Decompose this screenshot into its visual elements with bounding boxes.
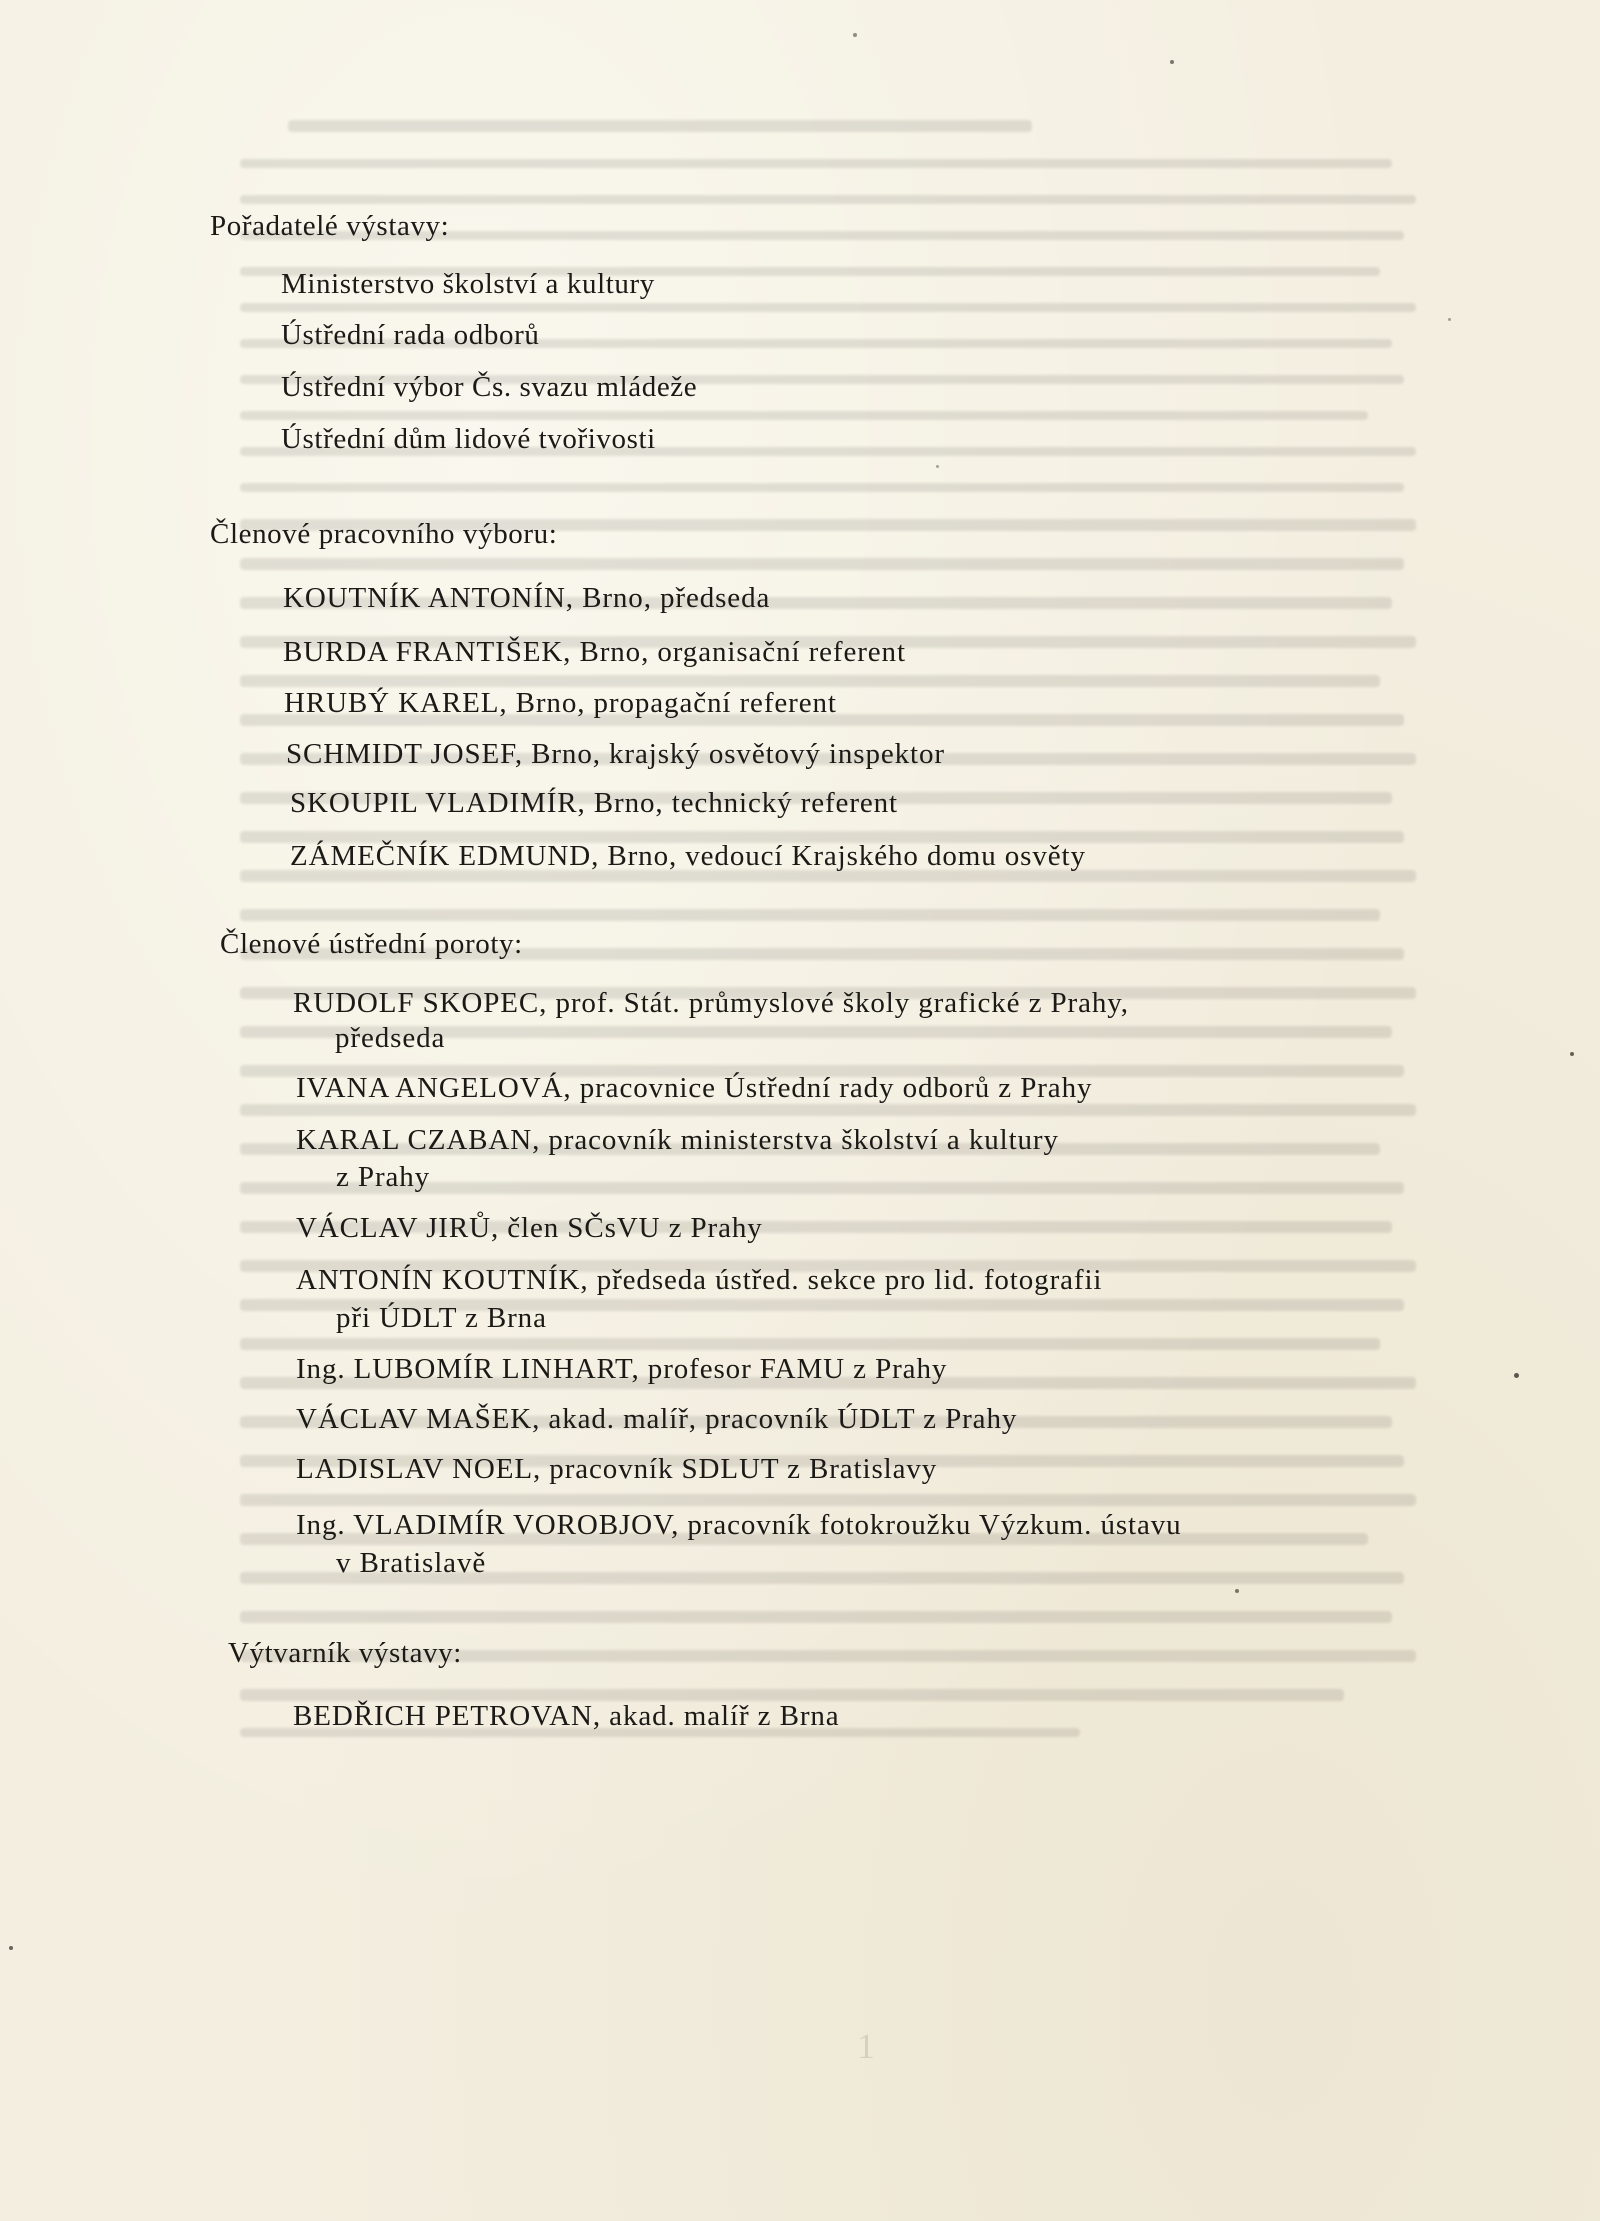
organizer-item: Ústřední rada odborů: [281, 319, 540, 351]
jury-member-continuation: předseda: [335, 1022, 446, 1054]
committee-member: SKOUPIL VLADIMÍR, Brno, technický referent: [290, 787, 899, 819]
jury-member: RUDOLF SKOPEC, prof. Stát. průmyslové školy grafické z Prahy,: [293, 987, 1129, 1019]
dust-speck: [1514, 1373, 1519, 1378]
organizer-item: Ústřední dům lidové tvořivosti: [281, 423, 656, 455]
designer-heading: Výtvarník výstavy:: [228, 1637, 462, 1669]
dust-speck: [1448, 318, 1451, 321]
organizer-item: Ministerstvo školství a kultury: [281, 268, 655, 300]
organizers-heading: Pořadatelé výstavy:: [210, 210, 450, 242]
dust-speck: [1570, 1052, 1574, 1056]
jury-member-continuation: při ÚDLT z Brna: [336, 1302, 547, 1334]
jury-member: KARAL CZABAN, pracovník ministerstva školství a kultury: [296, 1124, 1059, 1156]
dust-speck: [9, 1946, 13, 1950]
jury-member-continuation: z Prahy: [336, 1161, 431, 1193]
jury-member: VÁCLAV JIRŮ, člen SČsVU z Prahy: [296, 1212, 763, 1244]
dust-speck: [1235, 1589, 1239, 1593]
working-committee-heading: Členové pracovního výboru:: [210, 518, 558, 550]
central-jury-heading: Členové ústřední poroty:: [220, 928, 523, 960]
jury-member: Ing. LUBOMÍR LINHART, profesor FAMU z Prahy: [296, 1353, 948, 1385]
jury-member-continuation: v Bratislavě: [336, 1547, 487, 1579]
dust-speck: [1170, 60, 1174, 64]
dust-speck: [853, 33, 857, 37]
jury-member: VÁCLAV MAŠEK, akad. malíř, pracovník ÚDLT z Prahy: [296, 1403, 1018, 1435]
committee-member: BURDA FRANTIŠEK, Brno, organisační referent: [283, 636, 906, 668]
jury-member: Ing. VLADIMÍR VOROBJOV, pracovník fotokroužku Výzkum. ústavu: [296, 1509, 1182, 1541]
committee-member: HRUBÝ KAREL, Brno, propagační referent: [284, 687, 837, 719]
jury-member: IVANA ANGELOVÁ, pracovnice Ústřední rady odborů z Prahy: [296, 1072, 1093, 1104]
jury-member: ANTONÍN KOUTNÍK, předseda ústřed. sekce pro lid. fotografii: [296, 1264, 1103, 1296]
committee-member: SCHMIDT JOSEF, Brno, krajský osvětový inspektor: [286, 738, 945, 770]
bleed-through-page-number: 1: [857, 2026, 875, 2066]
committee-member: KOUTNÍK ANTONÍN, Brno, předseda: [283, 582, 771, 614]
jury-member: LADISLAV NOEL, pracovník SDLUT z Bratislavy: [296, 1453, 938, 1485]
committee-member: ZÁMEČNÍK EDMUND, Brno, vedoucí Krajského domu osvěty: [290, 840, 1086, 872]
designer-item: BEDŘICH PETROVAN, akad. malíř z Brna: [293, 1700, 840, 1732]
organizer-item: Ústřední výbor Čs. svazu mládeže: [281, 371, 698, 403]
dust-speck: [936, 465, 939, 468]
